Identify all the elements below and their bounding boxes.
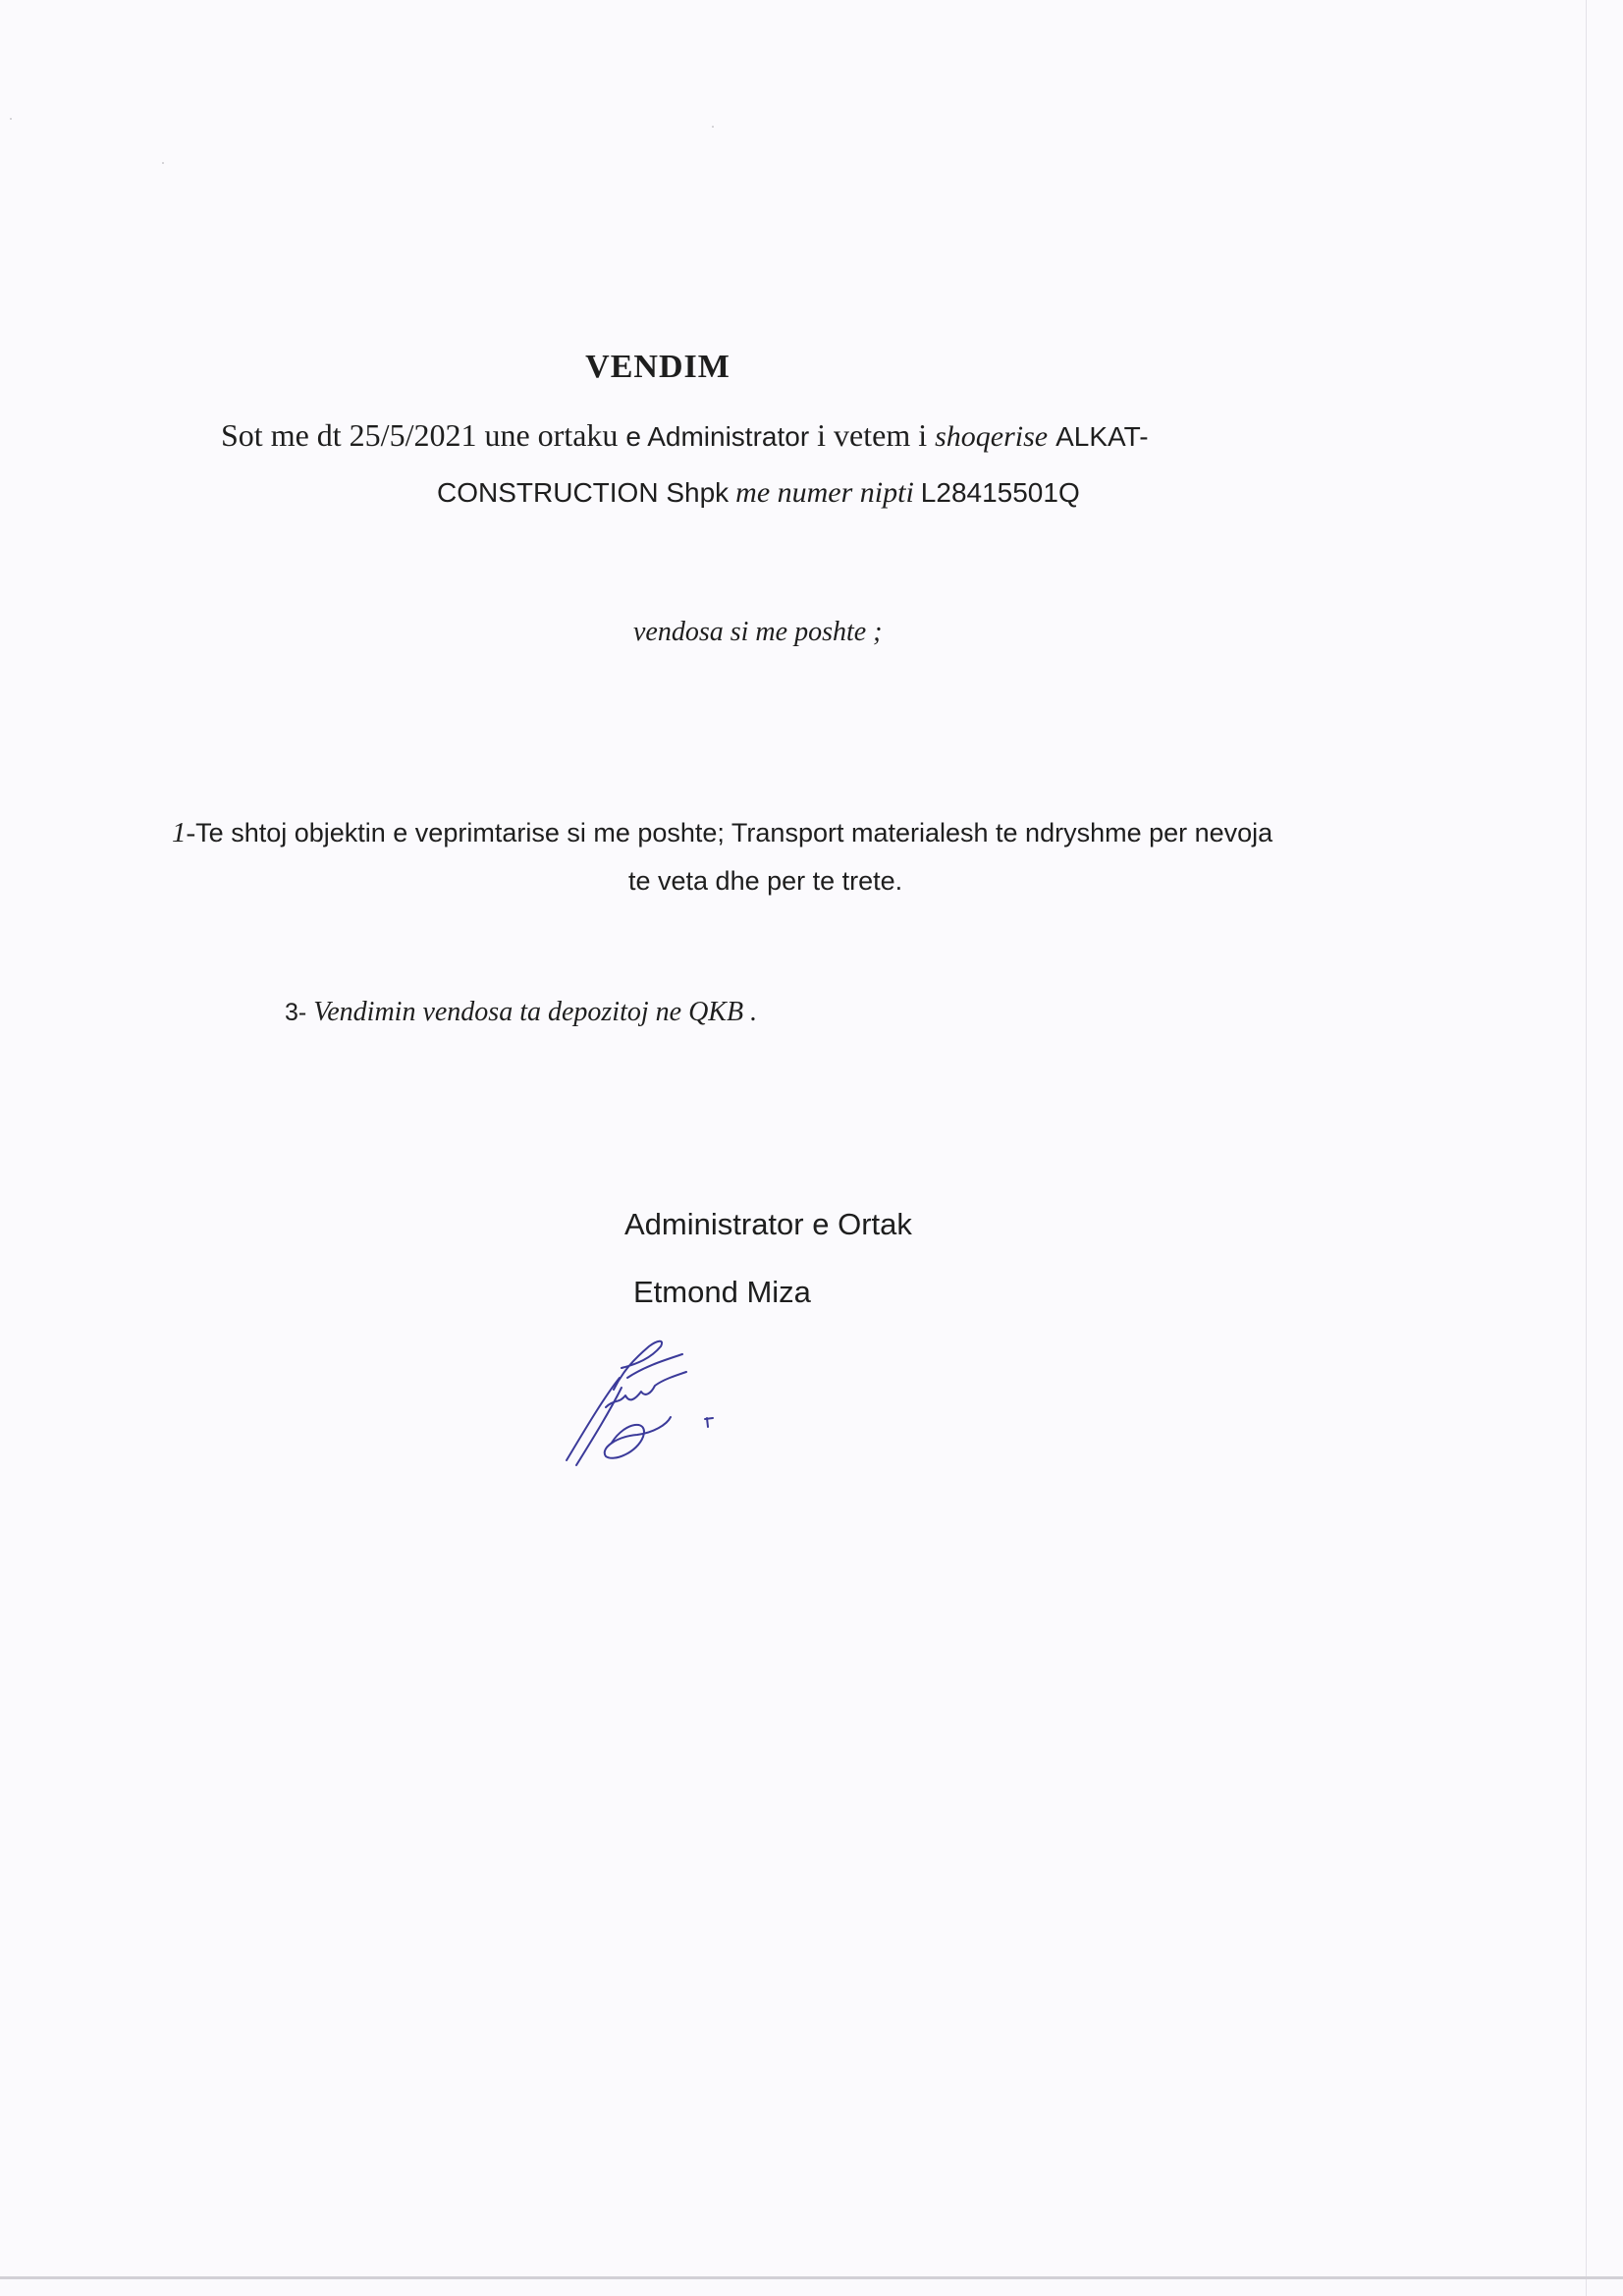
decision-item-3 [285,997,757,1028]
decision-item-1-continuation: te veta dhe per te trete. [628,866,903,896]
document-title: VENDIM [585,349,730,385]
handwritten-signature [555,1321,751,1483]
signatory-name: Etmond Miza [633,1275,811,1309]
intro-text-role: e Administrator [625,421,810,452]
scan-speck [162,162,164,164]
intro-line-2 [437,476,1080,510]
signatory-role: Administrator e Ortak [624,1207,912,1241]
signature-stroke [614,1341,662,1390]
intro-text-sole: i vetem i [817,417,928,453]
intro-text-nipt-value: L28415501Q [920,477,1080,508]
intro-text-nipt-label: me numer nipti [735,476,914,509]
intro-text-date: Sot me dt 25/5/2021 une ortaku [221,417,619,453]
intro-text-company-name-part2: CONSTRUCTION Shpk [437,477,730,508]
signature-stroke [606,1372,686,1407]
decision-phrase: vendosa si me poshte ; [633,617,883,647]
signature-stroke [605,1417,671,1458]
intro-line-1 [221,417,1149,454]
intro-text-company-word: shoqerise [935,420,1049,453]
item-text: Vendimin vendosa ta depozitoj ne QKB . [313,997,758,1027]
signature-stroke [567,1378,620,1460]
intro-text-company-name-part1: ALKAT- [1055,421,1149,452]
item-text: Te shtoj objektin e veprimtarise si me poshte; Transport materialesh te ndryshme per nevoja [195,818,1273,847]
item-number: 3- [285,999,307,1026]
scan-speck [712,126,714,128]
item-number: 1- [172,817,196,848]
decision-item-1 [172,817,1272,849]
signature-stroke [705,1418,713,1427]
scan-edge-bottom [0,2276,1623,2279]
scan-speck [10,118,12,120]
signature-stroke [576,1388,622,1465]
scan-edge-right [1586,0,1587,2296]
